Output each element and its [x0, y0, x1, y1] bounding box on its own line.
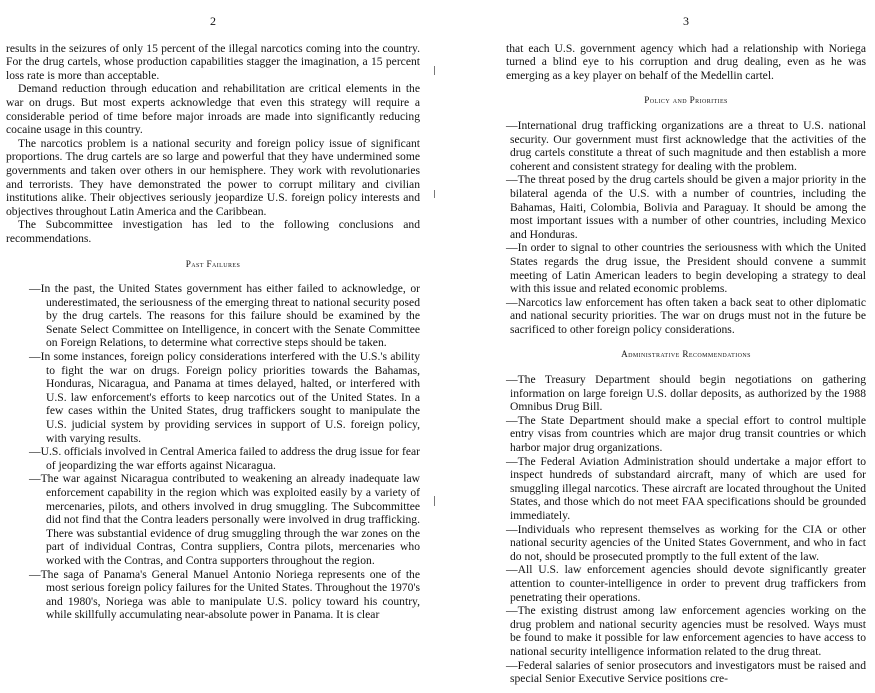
- page-number: 2: [210, 14, 216, 28]
- left-page: [6, 0, 420, 693]
- right-page: [506, 0, 866, 693]
- bullet-item: —Narcotics law enforcement has often taken a back seat to other diplomatic and national security priorities. The war on drugs must not in the future be sacrificed to other foreign policy considerations.: [506, 295, 866, 336]
- bullet-item: —The existing distrust among law enforcement agencies working on the drug problem and national security agencies must be resolved. Ways must be found to make it possible for law enforcement agencies to have access to national security intelligence information related to the drug threat.: [506, 604, 866, 658]
- gutter-mark: [434, 66, 435, 75]
- gutter-mark: [434, 496, 435, 506]
- paragraph: Demand reduction through education and rehabilitation are critical elements in the war on drugs. But most experts acknowledge that even this strategy will require a considerable period of time before major inroads are made into significantly reducing cocaine usage in this country.: [6, 82, 420, 137]
- bullet-item: —Federal salaries of senior prosecutors and investigators must be raised and special Senior Executive Service positions cre-: [506, 658, 866, 686]
- page-number: 3: [683, 14, 689, 28]
- paragraph: The Subcommittee investigation has led to the following conclusions and recommendations.: [6, 218, 420, 245]
- bullet-item: —The saga of Panama's General Manuel Antonio Noriega represents one of the most serious foreign policy failures for the United States. Throughout the 1970's and 1980's, Noriega was able to manipulate U.S. policy toward his country, while skillfully accumulating near-absolute power in Panama. It is clear: [29, 567, 420, 622]
- gutter-mark: [434, 190, 435, 198]
- bullet-item: —U.S. officials involved in Central America failed to address the drug issue for fear of jeopardizing the war efforts against Nicaragua.: [29, 445, 420, 472]
- bullet-item: —International drug trafficking organizations are a threat to U.S. national security. Our government must first acknowledge that the activities of the drug cartels constitute a threat of such magnitude and then establish a more coherent and consistent strategy for dealing with the problem.: [506, 118, 866, 173]
- bullet-item: —The Federal Aviation Administration should undertake a major effort to inspect hundreds of substandard aircraft, many of which are used for smuggling illegal narcotics. These aircraft are located throughout the United States, and those which do not meet FAA specifications should be grounded immediately.: [506, 454, 866, 522]
- bullet-item: —All U.S. law enforcement agencies should devote significantly greater attention to counter-intelligence in order to prevent drug traffickers from penetrating their operations.: [506, 563, 866, 604]
- section-heading: Administrative Recommendations: [621, 349, 751, 360]
- section-heading: Past Failures: [185, 258, 241, 269]
- bullet-item: —The Treasury Department should begin negotiations on gathering information on large foreign U.S. dollar deposits, as authorized by the 1988 Omnibus Drug Bill.: [506, 373, 866, 414]
- section-heading: Policy and Priorities: [644, 95, 728, 106]
- bullet-list: [506, 119, 866, 337]
- bullet-list: [506, 373, 866, 686]
- paragraph: results in the seizures of only 15 percent of the illegal narcotics coming into the country. For the drug cartels, whose production capabilities stagger the imagination, a 15 percent loss rate is more than acceptable.: [6, 41, 420, 82]
- bullet-item: —In order to signal to other countries the seriousness with which the United States regards the drug issue, the President should convene a summit meeting of Latin American leaders to begin developing a strategy to deal with this issue and related economic problems.: [506, 241, 866, 296]
- bullet-item: —Individuals who represent themselves as working for the CIA or other national security agencies of the United States Government, and who in fact do not, should be prosecuted promptly to the full extent of the law.: [506, 522, 866, 563]
- bullet-list: [6, 282, 420, 622]
- bullet-item: —In the past, the United States government has either failed to acknowledge, or underestimated, the seriousness of the emerging threat to national security posed by the drug cartels. The reasons for this failure should be examined by the Senate Select Committee on Intelligence, in concert with the Senate Committee on Foreign Relations, to determine what corrective steps should be taken.: [29, 282, 420, 350]
- paragraph: that each U.S. government agency which had a relationship with Noriega turned a blind eye to his corruption and drug dealing, even as he was emerging as a key player on behalf of the Medellin cartel.: [506, 41, 866, 82]
- paragraph: The narcotics problem is a national security and foreign policy issue of significant proportions. The drug cartels are so large and powerful that they have undermined some governments and taken over others in our hemisphere. They work with revolutionaries and terrorists. They have demonstrated the power to corrupt military and civilian institutions alike. Their objectives seriously jeopardize U.S. foreign policy interests and objectives throughout Latin America and the Caribbean.: [6, 136, 420, 218]
- bullet-item: —The State Department should make a special effort to control multiple entry visas from countries which are major drug transit countries or which harbor major drug organizations.: [506, 413, 866, 455]
- bullet-item: —The threat posed by the drug cartels should be given a major priority in the bilateral agenda of the U.S. with a number of countries, including the Bahamas, Haiti, Colombia, Bolivia and Paraguay. It should be among the most important issues with a number of other countries, including Mexico and Honduras.: [506, 173, 866, 241]
- bullet-item: —In some instances, foreign policy considerations interfered with the U.S.'s ability to fight the war on drugs. Foreign policy priorities towards the Bahamas, Honduras, Nicaragua, and Panama at times delayed, halted, or interfered with U.S. law enforcement's efforts to keep narcotics out of the United States. In a few cases within the United States, drug traffickers sought to manipulate the U.S. judicial system by providing services in support of U.S. foreign policy, with varying results.: [29, 350, 420, 445]
- bullet-item: —The war against Nicaragua contributed to weakening an already inadequate law enforcement capability in the region which was exploited easily by a variety of mercenaries, pilots, and others involved in drug smuggling. The Subcommittee did not find that the Contra leaders personally were involved in drug trafficking. There was substantial evidence of drug smuggling through the war zones on the part of individual Contras, Contra suppliers, Contra pilots, mercenaries who worked with the Contras, and Contra supporters throughout the region.: [29, 472, 420, 567]
